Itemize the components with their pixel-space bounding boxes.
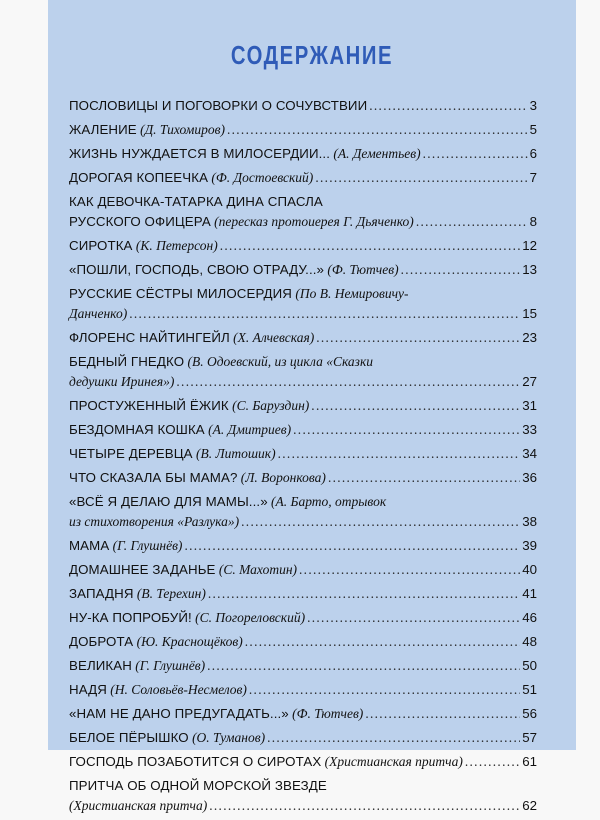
toc-entry-line [69,656,537,676]
toc-entry-title: ДОМАШНЕЕ ЗАДАНЬЕ [69,562,216,577]
toc-entry-title: НУ-КА ПОПРОБУЙ! [69,610,192,625]
toc-entry[interactable] [69,728,537,748]
toc-page-number: 27 [522,374,537,389]
dot-leader [315,168,527,188]
toc-entry-title: ЖАЛЕНИЕ [69,122,137,137]
toc-entry-title: ГОСПОДЬ ПОЗАБОТИТСЯ О СИРОТАХ [69,754,322,769]
toc-entry-line [69,536,537,556]
toc-entry-author: (Н. Соловьёв-Несмелов) [110,682,247,697]
toc-entry-line [69,168,537,188]
dot-leader [129,304,520,324]
toc-page-number: 50 [522,658,537,673]
dot-leader [328,468,520,488]
toc-page-number: 39 [522,538,537,553]
toc-entry[interactable] [69,776,537,816]
toc-page-number: 31 [522,398,537,413]
toc-entry-line [69,608,537,628]
toc-entry[interactable] [69,704,537,724]
toc-entry-author: (Х. Алчевская) [233,330,315,345]
toc-entry-author: (В. Терехин) [136,586,206,601]
toc-entry[interactable] [69,420,537,440]
toc-page-number: 15 [522,306,537,321]
toc-page-number: 36 [522,470,537,485]
toc-entry[interactable] [69,680,537,700]
toc-entry[interactable] [69,492,537,532]
dot-leader [307,608,520,628]
table-of-contents [69,96,537,820]
toc-entry[interactable] [69,144,537,164]
toc-page-number: 23 [522,330,537,345]
toc-entry-line [69,728,537,748]
toc-entry-line [69,796,537,816]
toc-page-number: 46 [522,610,537,625]
toc-entry-title: ДОРОГАЯ КОПЕЕЧКА [69,170,209,185]
toc-entry-title: «НАМ НЕ ДАНО ПРЕДУГАДАТЬ...» [69,706,289,721]
toc-entry-title: КАК ДЕВОЧКА-ТАТАРКА ДИНА СПАСЛА [69,194,323,209]
toc-entry[interactable] [69,396,537,416]
toc-entry-title: ЧЕТЫРЕ ДЕРЕВЦА [69,446,193,461]
dot-leader [209,796,520,816]
toc-entry-line [69,444,537,464]
dot-leader [184,536,520,556]
toc-page-number: 48 [522,634,537,649]
toc-entry-line [69,584,537,604]
toc-entry-line [69,492,537,512]
toc-entry-author: (Ю. Краснощёков) [136,634,243,649]
toc-entry-author: дедушки Иринея») [69,374,175,389]
dot-leader [207,656,520,676]
toc-entry[interactable] [69,328,537,348]
toc-entry-line [69,96,537,116]
toc-entry-line [69,680,537,700]
toc-entry[interactable] [69,260,537,280]
dot-leader [316,328,520,348]
toc-entry-line [69,236,537,256]
toc-entry[interactable] [69,168,537,188]
dot-leader [365,704,520,724]
dot-leader [176,372,520,392]
toc-entry[interactable] [69,608,537,628]
toc-entry-line [69,776,537,796]
page-title: СОДЕРЖАНИЕ [230,40,394,70]
toc-entry[interactable] [69,536,537,556]
dot-leader [401,260,521,280]
toc-entry[interactable] [69,192,537,232]
toc-entry-author: (О. Туманов) [192,730,266,745]
toc-entry-author: (Г. Глушнёв) [135,658,206,673]
toc-entry[interactable] [69,632,537,652]
toc-page-number: 8 [529,214,537,229]
toc-entry-title: ПОСЛОВИЦЫ И ПОГОВОРКИ О СОЧУВСТВИИ [69,98,368,113]
toc-entry-author: (Ф. Тютчев) [292,706,364,721]
toc-entry-title: ЧТО СКАЗАЛА БЫ МАМА? [69,470,238,485]
toc-entry-author: Данченко) [69,306,128,321]
toc-page-number: 5 [529,122,537,137]
toc-entry-line [69,120,537,140]
dot-leader [311,396,520,416]
toc-entry-line [69,632,537,652]
toc-entry-author: (Ф. Достоевский) [211,170,314,185]
toc-entry-title: МАМА [69,538,110,553]
toc-page-number: 7 [529,170,537,185]
toc-entry-title: ЖИЗНЬ НУЖДАЕТСЯ В МИЛОСЕРДИИ... [69,146,330,161]
toc-entry-line [69,284,537,304]
toc-entry-line [69,212,537,232]
toc-entry-author: (А. Барто, отрывок [271,494,387,509]
toc-entry-title: ЗАПАДНЯ [69,586,134,601]
toc-entry[interactable] [69,560,537,580]
toc-entry-title: ДОБРОТА [69,634,134,649]
toc-entry-line [69,328,537,348]
toc-entry-title: СИРОТКА [69,238,133,253]
toc-entry-author: (С. Погореловский) [195,610,306,625]
toc-page-number: 3 [529,98,537,113]
toc-entry-author: (Ф. Тютчев) [327,262,399,277]
dot-leader [208,584,520,604]
toc-entry[interactable] [69,284,537,324]
toc-entry-author: (По В. Немировичу- [295,286,409,301]
toc-entry[interactable] [69,468,537,488]
toc-entry-line [69,420,537,440]
toc-entry-author: (В. Литошик) [195,446,276,461]
toc-page-number: 12 [522,238,537,253]
toc-entry-author: (А. Дементьев) [333,146,421,161]
toc-entry-title: БЕЛОЕ ПЁРЫШКО [69,730,189,745]
toc-entry-title: ФЛОРЕНС НАЙТИНГЕЙЛ [69,330,230,345]
toc-entry-line [69,512,537,532]
dot-leader [293,420,520,440]
dot-leader [227,120,528,140]
dot-leader [220,236,520,256]
toc-page-number: 57 [522,730,537,745]
toc-entry-title: БЕЗДОМНАЯ КОШКА [69,422,205,437]
toc-page-number: 33 [522,422,537,437]
toc-entry-line [69,304,537,324]
toc-entry-author: (Христианская притча) [69,798,208,813]
dot-leader [245,632,520,652]
toc-entry[interactable] [69,584,537,604]
book-page [48,0,576,813]
toc-entry-author: (пересказ протоиерея Г. Дьяченко) [214,214,414,229]
toc-entry[interactable] [69,236,537,256]
dot-leader [416,212,528,232]
toc-entry-author: (Л. Воронкова) [240,470,326,485]
toc-entry-title: БЕДНЫЙ ГНЕДКО [69,354,185,369]
toc-entry-title: НАДЯ [69,682,107,697]
toc-entry-author: из стихотворения «Разлука») [69,514,240,529]
toc-entry-author: (А. Дмитриев) [208,422,292,437]
toc-page-number: 61 [522,754,537,769]
toc-entry-line [69,192,537,212]
toc-page-number: 62 [522,798,537,813]
toc-entry-line [69,560,537,580]
toc-entry[interactable] [69,352,537,392]
toc-entry-title: ПРИТЧА ОБ ОДНОЙ МОРСКОЙ ЗВЕЗДЕ [69,778,327,793]
toc-entry[interactable] [69,656,537,676]
toc-entry-author: (Христианская притча) [324,754,463,769]
toc-entry-line [69,260,537,280]
dot-leader [249,680,520,700]
toc-page-number: 34 [522,446,537,461]
toc-entry-title: ВЕЛИКАН [69,658,132,673]
toc-entry-line [69,468,537,488]
toc-entry-author: (С. Махотин) [218,562,298,577]
toc-page-number: 51 [522,682,537,697]
toc-page-number: 41 [522,586,537,601]
toc-entry-title: РУССКОГО ОФИЦЕРА [69,214,211,229]
toc-page-number: 38 [522,514,537,529]
dot-leader [241,512,520,532]
toc-entry-line [69,144,537,164]
toc-entry-title: «ПОШЛИ, ГОСПОДЬ, СВОЮ ОТРАДУ...» [69,262,325,277]
toc-entry-title: РУССКИЕ СЁСТРЫ МИЛОСЕРДИЯ [69,286,293,301]
toc-entry-line [69,372,537,392]
toc-entry[interactable] [69,96,537,116]
dot-leader [369,96,527,116]
toc-entry[interactable] [69,752,537,772]
toc-page-number: 6 [529,146,537,161]
toc-entry-author: (В. Одоевский, из цикла «Сказки [187,354,374,369]
toc-entry-line [69,752,537,772]
dot-leader [278,444,521,464]
toc-entry[interactable] [69,120,537,140]
dot-leader [267,728,520,748]
dot-leader [423,144,528,164]
toc-entry-author: (Г. Глушнёв) [112,538,183,553]
toc-entry-title: ПРОСТУЖЕННЫЙ ЁЖИК [69,398,229,413]
toc-entry-line [69,352,537,372]
toc-entry-title: «ВСЁ Я ДЕЛАЮ ДЛЯ МАМЫ...» [69,494,268,509]
dot-leader [299,560,520,580]
toc-entry-line [69,704,537,724]
toc-page-number: 40 [522,562,537,577]
dot-leader [465,752,520,772]
toc-entry-line [69,396,537,416]
toc-entry[interactable] [69,444,537,464]
toc-entry-author: (Д. Тихомиров) [140,122,225,137]
toc-entry-author: (С. Баруздин) [232,398,310,413]
toc-entry-author: (К. Петерсон) [135,238,218,253]
toc-page-number: 13 [522,262,537,277]
toc-page-number: 56 [522,706,537,721]
